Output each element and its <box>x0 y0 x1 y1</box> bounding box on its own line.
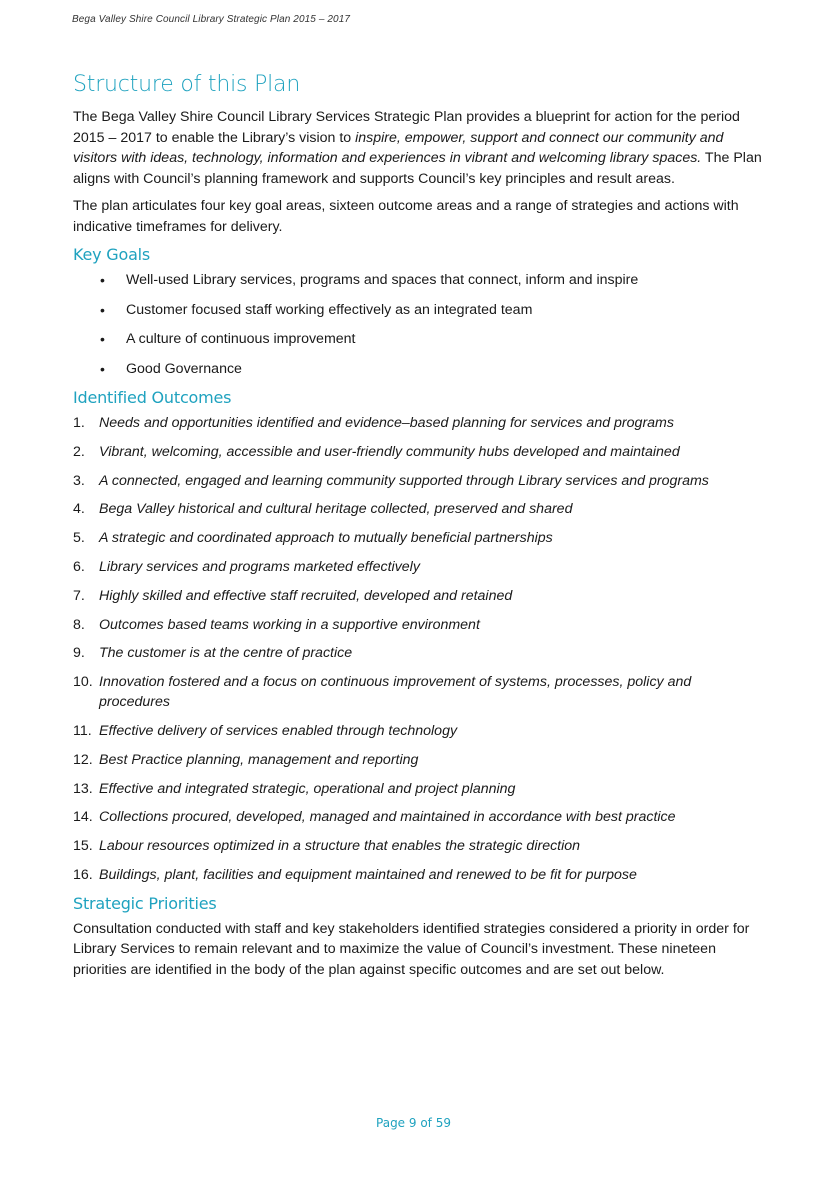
outcome-number: 15. <box>73 838 93 855</box>
list-item <box>73 779 763 799</box>
outcome-number: 10. <box>73 674 93 691</box>
list-item <box>73 557 763 577</box>
list-item <box>73 750 763 770</box>
structure-paragraph-2: The plan articulates four key goal areas, sixteen outcome areas and a range of strategies and actions with indicative timeframes for delivery. <box>73 198 739 235</box>
outcome-text: A strategic and coordinated approach to mutually beneficial partnerships <box>99 530 553 547</box>
outcome-text: Best Practice planning, management and reporting <box>99 751 419 768</box>
goal-text: Well-used Library services, programs and spaces that connect, inform and inspire <box>126 272 639 288</box>
list-item <box>73 865 763 885</box>
list-item <box>73 471 763 491</box>
list-item <box>73 359 763 379</box>
goal-text: Customer focused staff working effectively as an integrated team <box>126 301 533 318</box>
outcome-number: 12. <box>73 751 93 768</box>
outcome-text: Needs and opportunities identified and evidence–based planning for services and programs <box>99 415 674 431</box>
outcome-text: Buildings, plant, facilities and equipment maintained and renewed to be fit for purpose <box>99 866 637 883</box>
outcomes-list <box>73 413 763 885</box>
outcome-text: Bega Valley historical and cultural heritage collected, preserved and shared <box>99 501 573 518</box>
outcome-number: 1. <box>73 415 85 431</box>
structure-paragraph-1-start: The Bega Valley Shire Council Library Services Strategic Plan provides a blueprint for action for the period 2015 – 2017 to enable the Library’s vision to <box>73 109 740 146</box>
structure-paragraph-1 <box>73 107 763 189</box>
list-item <box>73 270 763 290</box>
list-item <box>73 721 763 741</box>
outcome-number: 3. <box>73 472 85 489</box>
key-goals-list <box>73 270 763 379</box>
list-item <box>73 836 763 856</box>
outcome-text: Outcomes based teams working in a supportive environment <box>99 616 480 633</box>
bullet-icon: • <box>100 301 105 318</box>
structure-paragraph-1-end: The Plan aligns with Council’s planning framework and supports Council’s key principles and result areas. <box>73 150 762 187</box>
bullet-icon: • <box>100 360 105 377</box>
strategic-priorities-paragraph: Consultation conducted with staff and key stakeholders identified strategies considered a priority in order for Library Services to remain relevant and to maximize the value of Council’s investment. These nineteen priorities are identified in the body of the plan against specific outcomes and are set out below. <box>73 920 750 978</box>
list-item <box>73 643 763 663</box>
library-vision-statement: inspire, empower, support and connect our community and visitors with ideas, technology, information and experiences in vibrant and welcoming library spaces. <box>73 129 724 166</box>
key-goals-heading: Key Goals <box>73 245 151 264</box>
list-item <box>73 615 763 635</box>
outcome-text: Highly skilled and effective staff recruited, developed and retained <box>99 587 513 604</box>
list-item <box>73 807 763 827</box>
outcome-text: A connected, engaged and learning community supported through Library services and programs <box>99 472 709 489</box>
outcome-text: The customer is at the centre of practice <box>99 645 353 662</box>
outcome-number: 8. <box>73 616 85 633</box>
list-item <box>73 499 763 519</box>
goal-text: Good Governance <box>126 360 242 377</box>
list-item <box>73 586 763 606</box>
strategic-priorities-heading: Strategic Priorities <box>73 893 217 913</box>
outcome-text: Vibrant, welcoming, accessible and user-friendly community hubs developed and maintained <box>99 443 680 460</box>
list-item <box>73 413 763 433</box>
outcome-text: Innovation fostered and a focus on continuous improvement of systems, processes, policy and procedures <box>99 674 692 711</box>
page-number-footer: Page 9 of 59 <box>376 1116 451 1130</box>
outcome-number: 16. <box>73 866 93 883</box>
list-item <box>73 672 763 712</box>
outcome-number: 2. <box>73 443 85 460</box>
outcome-number: 11. <box>73 722 92 739</box>
outcome-number: 5. <box>73 530 85 547</box>
list-item <box>73 528 763 548</box>
section-title-structure: Structure of this Plan <box>73 72 301 97</box>
goal-text: A culture of continuous improvement <box>126 331 356 347</box>
outcome-text: Effective and integrated strategic, operational and project planning <box>99 780 516 797</box>
list-item <box>73 329 763 349</box>
bullet-icon: • <box>100 272 105 288</box>
page-content <box>73 72 763 987</box>
outcome-text: Labour resources optimized in a structure that enables the strategic direction <box>99 838 581 855</box>
outcome-number: 7. <box>73 587 85 604</box>
list-item <box>73 442 763 462</box>
bullet-icon: • <box>100 331 105 347</box>
outcome-number: 4. <box>73 501 85 518</box>
outcome-number: 6. <box>73 558 85 575</box>
running-header: Bega Valley Shire Council Library Strategic Plan 2015 – 2017 <box>72 14 351 25</box>
outcome-number: 14. <box>73 809 93 826</box>
outcome-text: Library services and programs marketed effectively <box>99 558 420 575</box>
outcome-text: Effective delivery of services enabled through technology <box>99 722 458 739</box>
outcome-text: Collections procured, developed, managed and maintained in accordance with best practice <box>99 809 676 826</box>
outcome-number: 13. <box>73 780 93 797</box>
identified-outcomes-heading: Identified Outcomes <box>73 388 232 407</box>
list-item <box>73 300 763 320</box>
outcome-number: 9. <box>73 645 85 662</box>
